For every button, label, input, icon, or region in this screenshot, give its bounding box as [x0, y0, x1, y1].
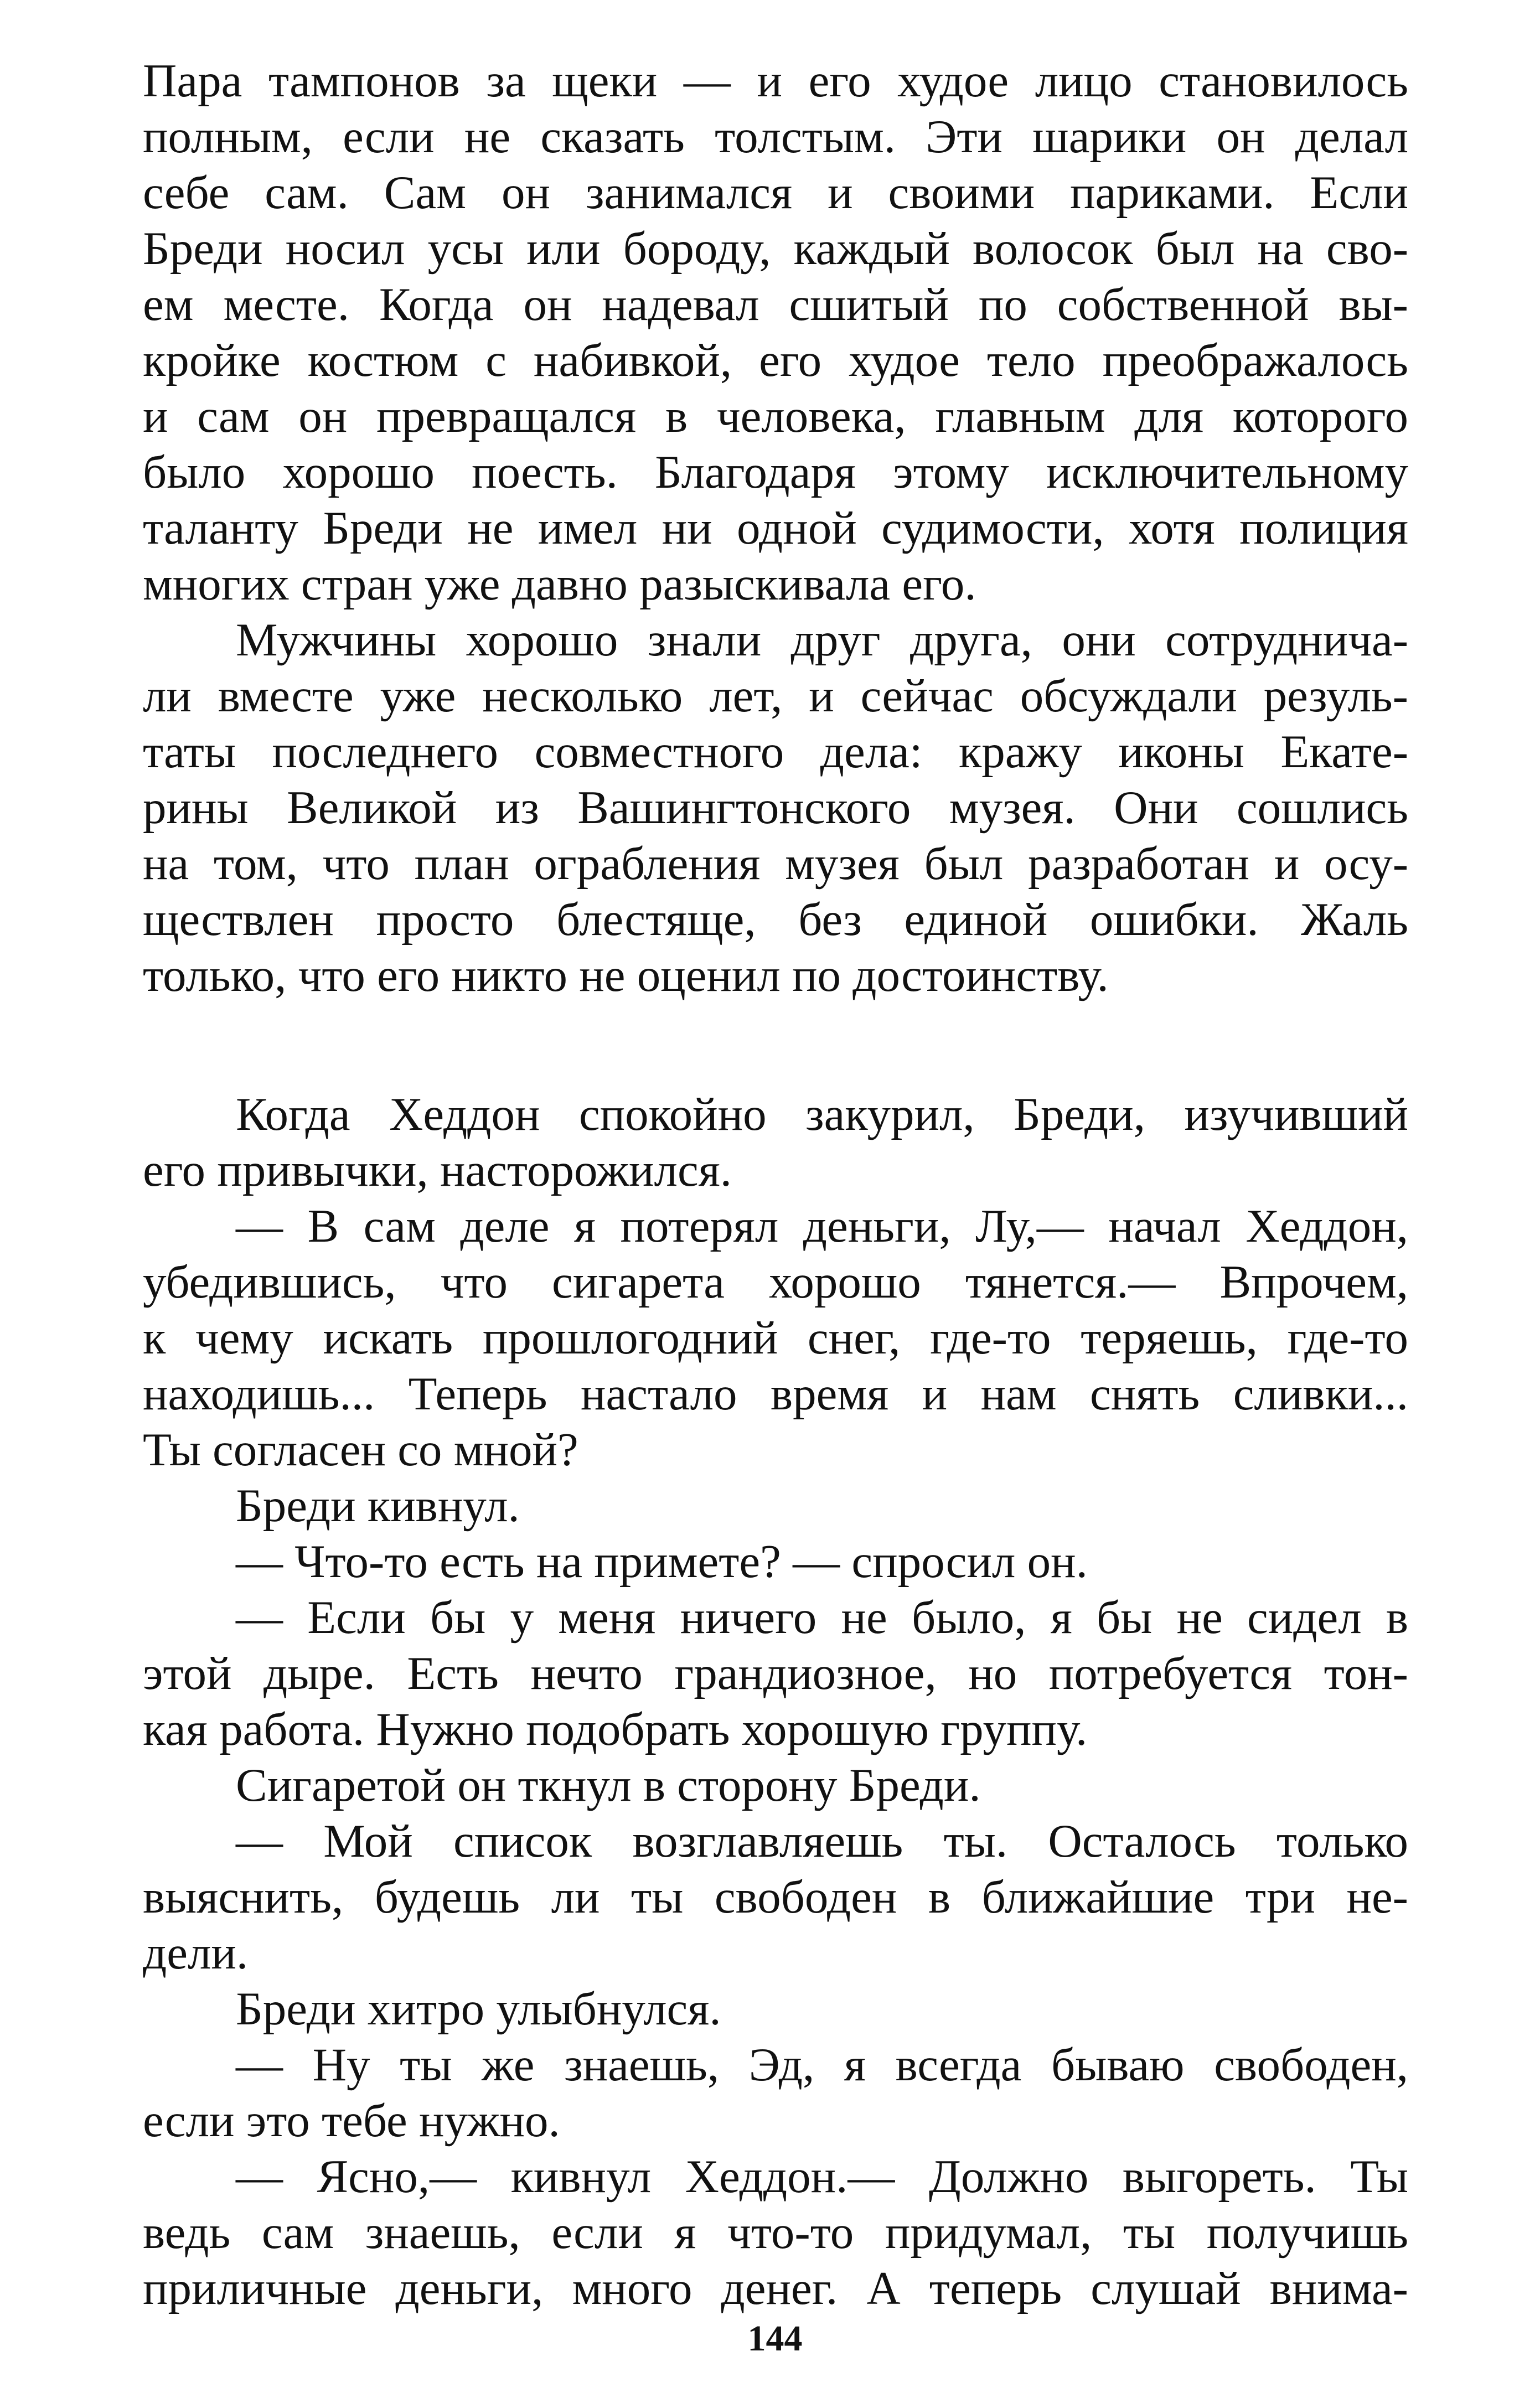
- text-line: к чему искать прошлогодний снег, где-то теряешь, где-то: [143, 1312, 1408, 1364]
- text-line: ли вместе уже несколько лет, и сейчас обсуждали резуль-: [143, 670, 1408, 722]
- text-line: было хорошо поесть. Благодаря этому исключительному: [143, 446, 1408, 498]
- text-line: ществлен просто блестяще, без единой ошибки. Жаль: [143, 893, 1408, 945]
- text-line: ведь сам знаешь, если я что-то придумал, ты получишь: [143, 2207, 1408, 2259]
- text-line: если это тебе нужно.: [143, 2095, 560, 2147]
- paragraph: [143, 1813, 1408, 1981]
- text-line: Бреди кивнул.: [236, 1480, 520, 1532]
- text-line: таты последнего совместного дела: кражу иконы Екате-: [143, 726, 1408, 778]
- text-line: этой дыре. Есть нечто грандиозное, но потребуется тон-: [143, 1647, 1408, 1699]
- text-line: находишь... Теперь настало время и нам снять сливки...: [143, 1368, 1408, 1420]
- text-line: кая работа. Нужно подобрать хорошую группу.: [143, 1703, 1088, 1755]
- text-line: — Если бы у меня ничего не было, я бы не сидел в: [236, 1591, 1408, 1644]
- text-line: ем месте. Когда он надевал сшитый по собственной вы-: [143, 278, 1408, 330]
- text-line: — Ясно,— кивнул Хеддон.— Должно выгореть. Ты: [236, 2151, 1408, 2203]
- text-line: выяснить, будешь ли ты свободен в ближайшие три не-: [143, 1871, 1408, 1923]
- paragraph: [143, 1198, 1408, 1478]
- paragraph: [143, 1478, 1408, 1534]
- text-line: — Мой список возглавляешь ты. Осталось только: [236, 1815, 1408, 1867]
- text-line: Бреди хитро улыбнулся.: [236, 1983, 721, 2035]
- text-line: дели.: [143, 1927, 249, 1979]
- paragraph: [143, 2149, 1408, 2317]
- paragraph: [143, 1087, 1408, 1198]
- paragraph: [143, 53, 1408, 612]
- text-line: Пара тампонов за щеки — и его худое лицо становилось: [143, 55, 1408, 107]
- text-line: только, что его никто не оценил по достоинству.: [143, 949, 1109, 1001]
- paragraph: [143, 1758, 1408, 1813]
- text-line: — В сам деле я потерял деньги, Лу,— начал Хеддон,: [236, 1200, 1408, 1252]
- text-line: — Ну ты же знаешь, Эд, я всегда бываю свободен,: [236, 2039, 1408, 2091]
- paragraph: [143, 2037, 1408, 2149]
- paragraph: [143, 1590, 1408, 1758]
- text-line: Мужчины хорошо знали друг друга, они сотруднича-: [236, 614, 1408, 666]
- text-line: и сам он превращался в человека, главным для которого: [143, 390, 1408, 442]
- text-line: приличные деньги, много денег. А теперь слушай внима-: [143, 2262, 1408, 2314]
- text-line: себе сам. Сам он занимался и своими париками. Если: [143, 167, 1408, 219]
- text-line: таланту Бреди не имел ни одной судимости, хотя полиция: [143, 502, 1408, 554]
- text-line: — Что-то есть на примете? — спросил он.: [236, 1536, 1088, 1588]
- text-line: на том, что план ограбления музея был разработан и осу-: [143, 838, 1408, 890]
- paragraph: [143, 612, 1408, 1004]
- text-line: Сигаретой он ткнул в сторону Бреди.: [236, 1759, 981, 1811]
- text-line: кройке костюм с набивкой, его худое тело преображалось: [143, 334, 1408, 386]
- text-line: многих стран уже давно разыскивала его.: [143, 558, 976, 610]
- text-line: его привычки, насторожился.: [143, 1144, 732, 1196]
- page-number: 144: [747, 2318, 803, 2359]
- text-line: Ты согласен со мной?: [143, 1424, 578, 1476]
- page-text-block: [143, 53, 1408, 2317]
- paragraph: [143, 1534, 1408, 1590]
- text-line: Когда Хеддон спокойно закурил, Бреди, изучивший: [236, 1088, 1408, 1140]
- text-line: Бреди носил усы или бороду, каждый волосок был на сво-: [143, 223, 1408, 275]
- text-line: полным, если не сказать толстым. Эти шарики он делал: [143, 111, 1408, 163]
- text-line: убедившись, что сигарета хорошо тянется.— Впрочем,: [143, 1256, 1408, 1308]
- text-line: рины Великой из Вашингтонского музея. Они сошлись: [143, 782, 1408, 834]
- paragraph: [143, 1981, 1408, 2037]
- section-break: [143, 1004, 1408, 1087]
